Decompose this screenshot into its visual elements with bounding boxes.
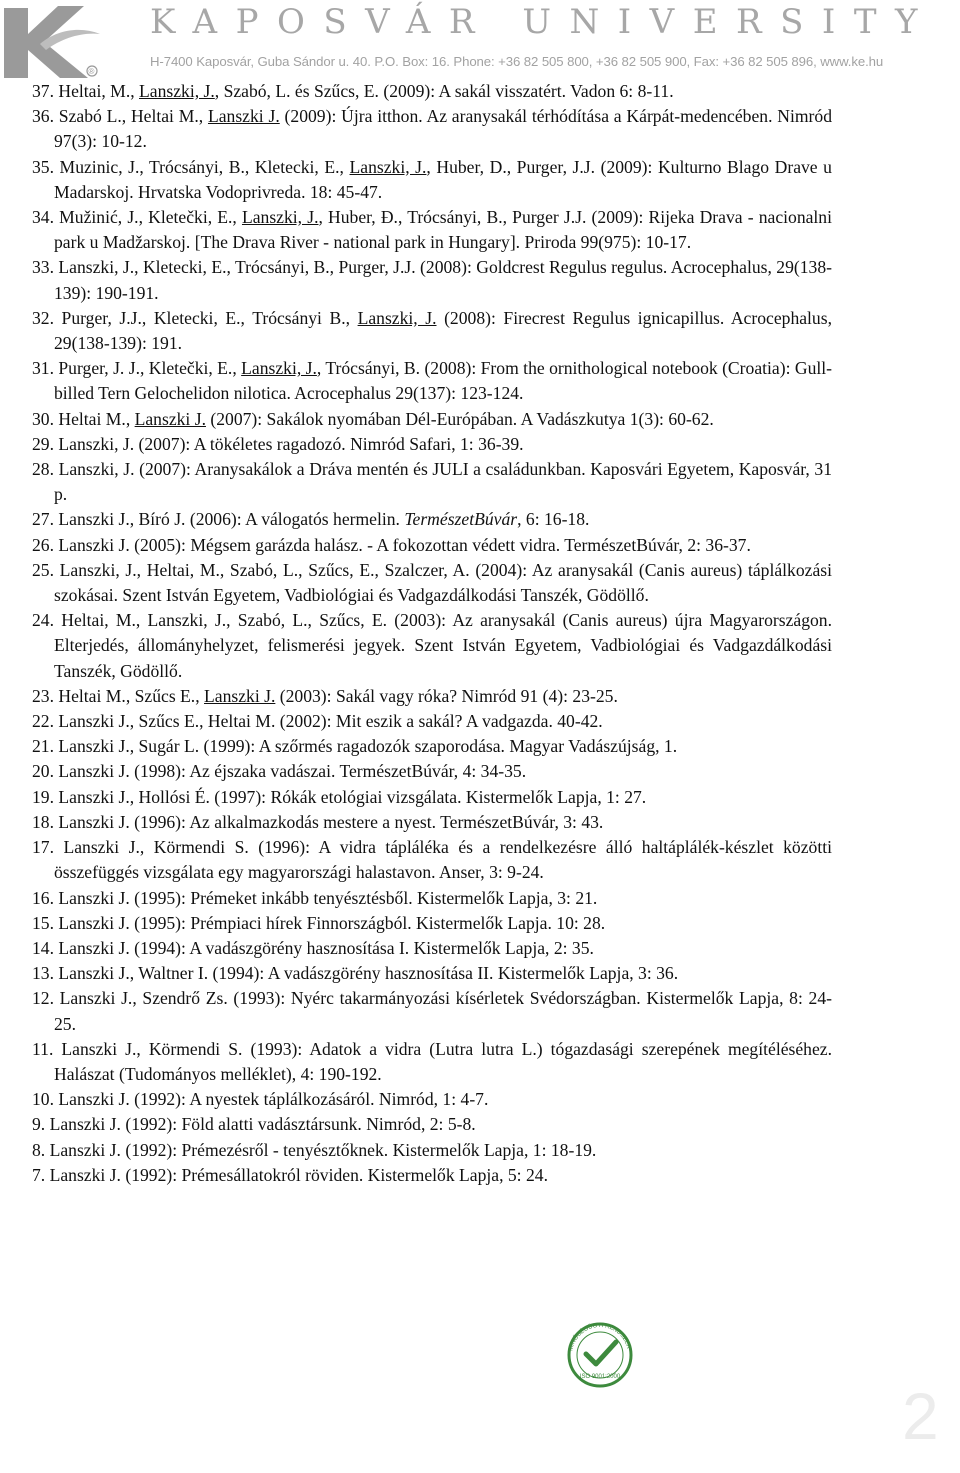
entry-text: 13. Lanszki J., Waltner I. (1994): A vadászgörény hasznosítása II. Kistermelők Lapja, 3: 36. (32, 963, 679, 984)
italic-title: TermészetBúvár (404, 509, 518, 530)
publication-entry (32, 886, 832, 911)
publication-entry (32, 1112, 832, 1137)
publication-entry (32, 306, 832, 356)
entry-text: , Trócsányi, B. (2008): From the ornithological notebook (Croatia): Gull-billed Tern Gelochelidon nilotica. Acrocephalus 29(137): 123-124. (54, 358, 832, 404)
underlined-author: Lanszki J. (207, 106, 280, 127)
entry-text: 24. Heltai, M., Lanszki, J., Szabó, L., Szűcs, E. (2003): Az aranysakál (Canis aureus) újra Magyarországon. Elterjedés, állományhelyzet, felismerési jegyek. Szent István Egyetem, Vadbiológiai és Vadgazdálkodási Tanszék, Gödöllő. (32, 610, 832, 681)
publication-entry (32, 709, 832, 734)
entry-text: (2009): Újra itthon. Az aranysakál térhódítása a Kárpát-medencében. Nimród 97(3): 10-12. (54, 106, 832, 152)
underlined-author: Lanszki, J. (241, 358, 317, 379)
publication-entry (32, 1163, 832, 1188)
university-name: KAPOSVÁR UNIVERSITY (150, 2, 936, 42)
entry-text: 12. Lanszki J., Szendrő Zs. (1993): Nyérc takarmányozási kísérletek Svédországban. Kistermelők Lapja, 8: 24-25. (32, 988, 832, 1034)
publication-entry (32, 684, 832, 709)
entry-text: (2007): Sakálok nyomában Dél-Európában. A Vadászkutya 1(3): 60-62. (205, 408, 714, 429)
underlined-author: Lanszki, J. (357, 307, 437, 328)
underlined-author: Lanszki, J. (139, 81, 215, 101)
entry-text: (2003): Sakál vagy róka? Nimród 91 (4): 23-25. (275, 685, 618, 706)
publication-entry (32, 155, 832, 205)
entry-text: 26. Lanszki J. (2005): Mégsem garázda halász. - A fokozottan védett vidra. TermészetBúvár, 2: 36-37. (32, 534, 751, 555)
publication-entry (32, 835, 832, 885)
cert-standard: ISO 9001:2000 (579, 1374, 621, 1380)
page-number: 2 (902, 1379, 939, 1453)
publication-entry (32, 507, 832, 532)
certification-badge-icon (562, 1320, 638, 1390)
letterhead (0, 0, 960, 80)
registered-mark: ® (88, 67, 95, 76)
entry-text: 29. Lanszki, J. (2007): A tökéletes ragadozó. Nimród Safari, 1: 36-39. (32, 433, 524, 454)
underlined-author: Lanszki, J. (241, 207, 319, 228)
entry-text: 16. Lanszki J. (1995): Prémeket inkább tenyésztésből. Kistermelők Lapja, 3: 21. (32, 887, 598, 908)
publication-entry (32, 407, 832, 432)
publication-entry (32, 558, 832, 608)
entry-text: 36. Szabó L., Heltai M., (32, 106, 208, 127)
publication-entry (32, 1138, 832, 1163)
entry-text: , Huber, D., Purger, J.J. (2009): Kulturno Blago Drave u Madarskoj. Hrvatska Vodoprivreda. 18: 45-47. (54, 156, 832, 202)
publication-entry (32, 810, 832, 835)
entry-text: 35. Muzinic, J., Trócsányi, B., Kletecki, E., (32, 156, 350, 177)
cert-ring-text: MINŐSÉGÜGYI RENDSZER (568, 1322, 632, 1352)
publication-entry (32, 255, 832, 305)
entry-text: 7. Lanszki J. (1992): Prémesállatokról röviden. Kistermelők Lapja, 5: 24. (32, 1164, 548, 1185)
entry-text: 8. Lanszki J. (1992): Prémezésről - tenyésztőknek. Kistermelők Lapja, 1: 18-19. (32, 1139, 597, 1160)
entry-text: 11. Lanszki J., Körmendi S. (1993): Adatok a vidra (Lutra lutra L.) tógazdasági szerepének megítéléséhez. Halászat (Tudományos melléklet), 4: 190-192. (32, 1038, 832, 1084)
entry-text: , Huber, Đ., Trócsányi, B., Purger J.J. (2009): Rijeka Drava - nacionalni park u Madžarskoj. [The Drava River - national park in Hungary]. Priroda 99(975): 10-17. (54, 207, 832, 253)
publication-entry (32, 785, 832, 810)
publication-entry (32, 432, 832, 457)
underlined-author: Lanszki J. (134, 408, 206, 429)
publication-entry (32, 104, 832, 154)
entry-text: (2008): Firecrest Regulus ignicapillus. Acrocephalus, 29(138-139): 191. (54, 307, 832, 354)
entry-text: 19. Lanszki J., Hollósi É. (1997): Rókák etológiai vizsgálata. Kistermelők Lapja, 1: 27. (32, 786, 647, 807)
entry-text: 20. Lanszki J. (1998): Az éjszaka vadászai. TermészetBúvár, 4: 34-35. (32, 761, 527, 782)
entry-text: 27. Lanszki J., Bíró J. (2006): A válogatós hermelin. (32, 509, 405, 530)
entry-text: , 6: 16-18. (517, 509, 590, 530)
entry-text: 10. Lanszki J. (1992): A nyestek táplálkozásáról. Nimród, 1: 4-7. (32, 1089, 489, 1110)
publication-entry (32, 759, 832, 784)
entry-text: 15. Lanszki J. (1995): Prémpiaci hírek Finnországból. Kistermelők Lapja. 10: 28. (32, 912, 606, 933)
publication-entry (32, 936, 832, 961)
publication-entry (32, 1087, 832, 1112)
entry-text: 30. Heltai M., (32, 408, 135, 429)
entry-text: 17. Lanszki J., Körmendi S. (1996): A vidra tápláléka és a rendelkezésre álló haltáplálék-készlet közötti összefüggés vizsgálata egy magyarországi halastavon. Anser, 3: 9-24. (32, 837, 832, 883)
publication-list (32, 79, 832, 1188)
publication-entry (32, 734, 832, 759)
publication-entry (32, 205, 832, 255)
publication-entry (32, 457, 832, 507)
entry-text: 21. Lanszki J., Sugár L. (1999): A szőrmés ragadozók szaporodása. Magyar Vadászújság, 1. (32, 736, 678, 757)
entry-text: 37. Heltai, M., (32, 81, 140, 101)
entry-text: 14. Lanszki J. (1994): A vadászgörény hasznosítása I. Kistermelők Lapja, 2: 35. (32, 937, 594, 958)
university-logo-icon (0, 0, 110, 80)
entry-text: 25. Lanszki, J., Heltai, M., Szabó, L., Szűcs, E., Szalczer, A. (2004): Az aranysakál (Canis aureus) táplálkozási szokásai. Szent István Egyetem, Vadbiológiai és Vadgazdálkodási Tanszék, Gödöllő. (32, 559, 832, 606)
publication-entry (32, 79, 832, 104)
publication-entry (32, 608, 832, 684)
entry-text: 31. Purger, J. J., Kletečki, E., (32, 358, 242, 379)
entry-text: 18. Lanszki J. (1996): Az alkalmazkodás mestere a nyest. TermészetBúvár, 3: 43. (32, 811, 604, 832)
publication-entry (32, 533, 832, 558)
university-address: H-7400 Kaposvár, Guba Sándor u. 40. P.O. Box: 16. Phone: +36 82 505 800, +36 82 505 900, Fax: +36 82 505 896, www.ke.hu (150, 54, 884, 69)
publication-entry (32, 911, 832, 936)
publication-entry (32, 356, 832, 406)
entry-text: 33. Lanszki, J., Kletecki, E., Trócsányi, B., Purger, J.J. (2008): Goldcrest Regulus regulus. Acrocephalus, 29(138-139): 190-191. (32, 257, 832, 303)
entry-text: 22. Lanszki J., Szűcs E., Heltai M. (2002): Mit eszik a sakál? A vadgazda. 40-42. (32, 711, 603, 732)
publication-entry (32, 986, 832, 1036)
publication-entry (32, 961, 832, 986)
entry-text: , Szabó, L. és Szűcs, E. (2009): A sakál visszatért. Vadon 6: 8-11. (214, 81, 674, 101)
entry-text: 9. Lanszki J. (1992): Föld alatti vadásztársunk. Nimród, 2: 5-8. (32, 1114, 476, 1135)
underlined-author: Lanszki, J. (349, 156, 427, 177)
entry-text: 23. Heltai M., Szűcs E., (32, 685, 205, 706)
entry-text: 34. Mužinić, J., Kletečki, E., (32, 207, 242, 228)
entry-text: 28. Lanszki, J. (2007): Aranysakálok a Dráva mentén és JULI a családunkban. Kaposvári Egyetem, Kaposvár, 31 p. (32, 459, 832, 505)
entry-text: 32. Purger, J.J., Kletecki, E., Trócsányi B., (32, 307, 358, 328)
publication-entry (32, 1037, 832, 1087)
underlined-author: Lanszki J. (204, 685, 276, 706)
